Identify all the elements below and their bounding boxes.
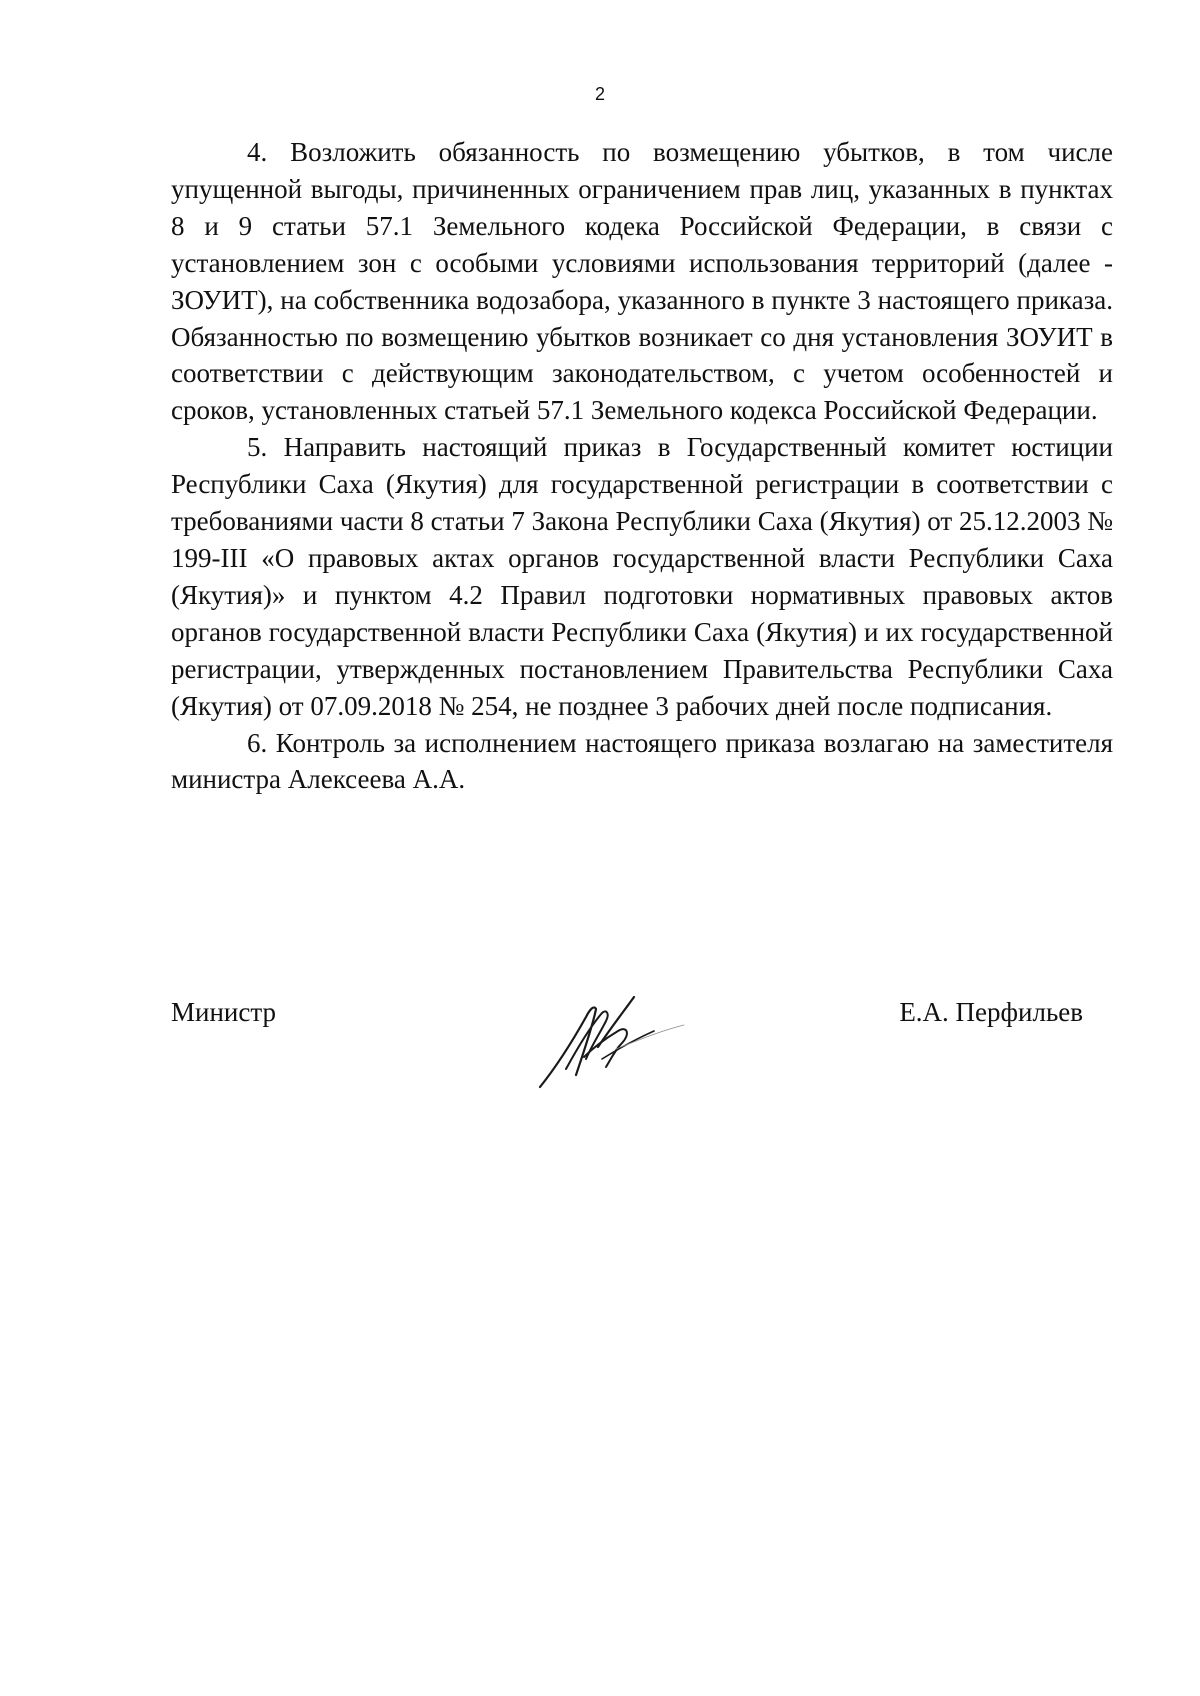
signature-block <box>171 997 1083 1107</box>
paragraph-item-6: 6. Контроль за исполнением настоящего приказа возлагаю на заместителя министра Алексеева А.А. <box>171 727 1113 795</box>
document-body <box>171 134 1113 798</box>
handwritten-signature <box>536 987 686 1092</box>
signer-role: Министр <box>171 997 276 1027</box>
paragraph-item-5: 5. Направить настоящий приказ в Государственный комитет юстиции Республики Саха (Якутия) для государственной регистрации в соответствии с требованиями части 8 статьи 7 Закона Республики Саха (Якутия) от 25.12.2003 № 199-III «О правовых актах органов государственной власти Республики Саха (Якутия)» и пунктом 4.2 Правил подготовки нормативных правовых актов органов государственной власти Республики Саха (Якутия) и их государственной регистрации, утвержденных постановлением Правительства Республики Саха (Якутия) от 07.09.2018 № 254, не позднее 3 рабочих дней после подписания. <box>171 432 1113 721</box>
signer-name: Е.А. Перфильев <box>899 997 1083 1027</box>
paragraph-item-4: 4. Возложить обязанность по возмещению убытков, в том числе упущенной выгоды, причиненных ограничением прав лиц, указанных в пунктах 8 и 9 статьи 57.1 Земельного кодека Российской Федерации, в связи с установлением зон с особыми условиями использования территорий (далее - ЗОУИТ), на собственника водозабора, указанного в пункте 3 настоящего приказа. Обязанностью по возмещению убытков возникает со дня установления ЗОУИТ в соответствии с действующим законодательством, с учетом особенностей и сроков, установленных статьей 57.1 Земельного кодекса Российской Федерации. <box>171 137 1113 426</box>
page-number: 2 <box>594 84 605 104</box>
